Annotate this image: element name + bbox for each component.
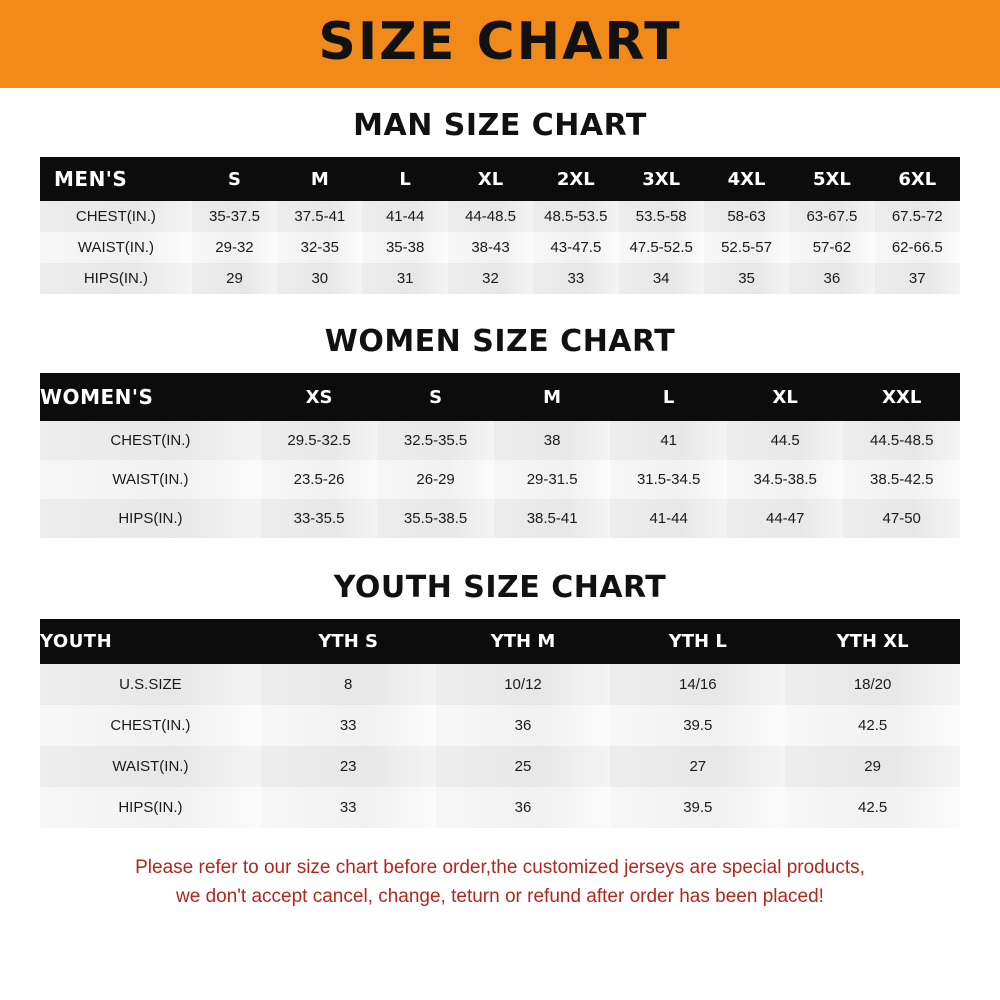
table-cell: 14/16 [610, 664, 785, 705]
footer-note-line2: we don't accept cancel, change, teturn or refund after order has been placed! [176, 885, 824, 907]
table-cell: 39.5 [610, 705, 785, 746]
footer-note-line1: Please refer to our size chart before order,the customized jerseys are special products, [135, 857, 865, 878]
table-row [40, 787, 960, 828]
women-table-header-row [40, 373, 960, 421]
table-cell: 38 [494, 421, 611, 460]
youth-measure-label: WAIST(IN.) [40, 746, 261, 787]
table-row [40, 421, 960, 460]
table-cell: 47-50 [843, 499, 960, 538]
youth-row-label-header: YOUTH [40, 631, 113, 652]
table-row [40, 746, 960, 787]
man-section-title: MAN SIZE CHART [353, 108, 647, 143]
table-cell: 42.5 [785, 705, 960, 746]
youth-measure-label: U.S.SIZE [40, 664, 261, 705]
youth-size-table [40, 619, 960, 828]
table-cell: 42.5 [785, 787, 960, 828]
women-column-header: M [543, 386, 562, 408]
table-cell: 18/20 [785, 664, 960, 705]
man-column-header: 3XL [642, 168, 681, 190]
youth-column-header: YTH S [318, 631, 378, 652]
table-cell: 38.5-42.5 [843, 460, 960, 499]
women-column-header: XS [305, 386, 333, 408]
page-title: SIZE CHART [318, 12, 682, 72]
women-column-header: XL [772, 386, 798, 408]
table-cell: 47.5-52.5 [619, 232, 704, 263]
table-cell: 62-66.5 [875, 232, 960, 263]
page-banner [0, 0, 1000, 88]
table-cell: 58-63 [704, 201, 789, 232]
table-cell: 29 [785, 746, 960, 787]
table-row [40, 705, 960, 746]
table-cell: 44.5-48.5 [843, 421, 960, 460]
man-column-header: M [310, 168, 329, 190]
table-row [40, 664, 960, 705]
table-cell: 41-44 [610, 499, 727, 538]
table-cell: 8 [261, 664, 436, 705]
table-cell: 33 [261, 705, 436, 746]
youth-table-header-row [40, 619, 960, 664]
man-column-header: XL [477, 168, 504, 190]
man-size-table [40, 157, 960, 294]
youth-column-header: YTH XL [836, 631, 909, 652]
table-cell: 35 [704, 263, 789, 294]
table-cell: 53.5-58 [619, 201, 704, 232]
table-cell: 39.5 [610, 787, 785, 828]
man-column-header: 5XL [812, 168, 851, 190]
table-cell: 41 [610, 421, 727, 460]
table-row [40, 460, 960, 499]
table-cell: 34 [619, 263, 704, 294]
table-cell: 36 [436, 705, 611, 746]
table-cell: 37 [875, 263, 960, 294]
table-cell: 36 [789, 263, 874, 294]
women-column-header: S [429, 386, 443, 408]
man-column-header: 2XL [556, 168, 595, 190]
table-cell: 29-31.5 [494, 460, 611, 499]
table-cell: 33 [533, 263, 618, 294]
youth-measure-label: HIPS(IN.) [40, 787, 261, 828]
man-column-header: L [399, 168, 411, 190]
table-cell: 32.5-35.5 [377, 421, 494, 460]
table-cell: 27 [610, 746, 785, 787]
women-size-table [40, 373, 960, 538]
footer-note [24, 854, 976, 911]
table-cell: 32-35 [277, 232, 362, 263]
table-cell: 30 [277, 263, 362, 294]
women-measure-label: HIPS(IN.) [40, 499, 261, 538]
table-cell: 67.5-72 [875, 201, 960, 232]
man-size-table-wrap [40, 157, 960, 294]
man-measure-label: HIPS(IN.) [40, 263, 192, 294]
table-cell: 34.5-38.5 [727, 460, 844, 499]
man-column-header: S [227, 168, 241, 190]
table-cell: 29 [192, 263, 277, 294]
table-cell: 36 [436, 787, 611, 828]
table-cell: 44-47 [727, 499, 844, 538]
youth-size-table-wrap [40, 619, 960, 828]
table-cell: 48.5-53.5 [533, 201, 618, 232]
table-cell: 44.5 [727, 421, 844, 460]
women-column-header: XXL [882, 386, 922, 408]
women-measure-label: WAIST(IN.) [40, 460, 261, 499]
man-column-header: 6XL [898, 168, 937, 190]
youth-column-header: YTH L [668, 631, 727, 652]
table-cell: 37.5-41 [277, 201, 362, 232]
table-cell: 33 [261, 787, 436, 828]
women-size-table-wrap [40, 373, 960, 538]
table-row [40, 263, 960, 294]
table-cell: 38-43 [448, 232, 533, 263]
table-cell: 31.5-34.5 [610, 460, 727, 499]
table-row [40, 232, 960, 263]
man-table-header-row [40, 157, 960, 201]
table-cell: 44-48.5 [448, 201, 533, 232]
man-measure-label: CHEST(IN.) [40, 201, 192, 232]
table-cell: 29.5-32.5 [261, 421, 378, 460]
table-cell: 38.5-41 [494, 499, 611, 538]
man-row-label-header: MEN'S [54, 167, 128, 191]
women-column-header: L [662, 386, 675, 408]
table-cell: 35-38 [362, 232, 447, 263]
table-cell: 31 [362, 263, 447, 294]
table-row [40, 499, 960, 538]
women-row-label-header: WOMEN'S [40, 385, 154, 409]
youth-measure-label: CHEST(IN.) [40, 705, 261, 746]
table-cell: 29-32 [192, 232, 277, 263]
table-cell: 43-47.5 [533, 232, 618, 263]
youth-section-title: YOUTH SIZE CHART [333, 570, 667, 605]
table-cell: 32 [448, 263, 533, 294]
table-cell: 26-29 [377, 460, 494, 499]
table-row [40, 201, 960, 232]
table-cell: 35-37.5 [192, 201, 277, 232]
table-cell: 41-44 [362, 201, 447, 232]
women-measure-label: CHEST(IN.) [40, 421, 261, 460]
man-column-header: 4XL [727, 168, 766, 190]
table-cell: 23.5-26 [261, 460, 378, 499]
table-cell: 23 [261, 746, 436, 787]
table-cell: 63-67.5 [789, 201, 874, 232]
table-cell: 10/12 [436, 664, 611, 705]
table-cell: 52.5-57 [704, 232, 789, 263]
youth-column-header: YTH M [490, 631, 556, 652]
women-section-title: WOMEN SIZE CHART [324, 324, 676, 359]
table-cell: 33-35.5 [261, 499, 378, 538]
table-cell: 35.5-38.5 [377, 499, 494, 538]
table-cell: 25 [436, 746, 611, 787]
man-measure-label: WAIST(IN.) [40, 232, 192, 263]
table-cell: 57-62 [789, 232, 874, 263]
